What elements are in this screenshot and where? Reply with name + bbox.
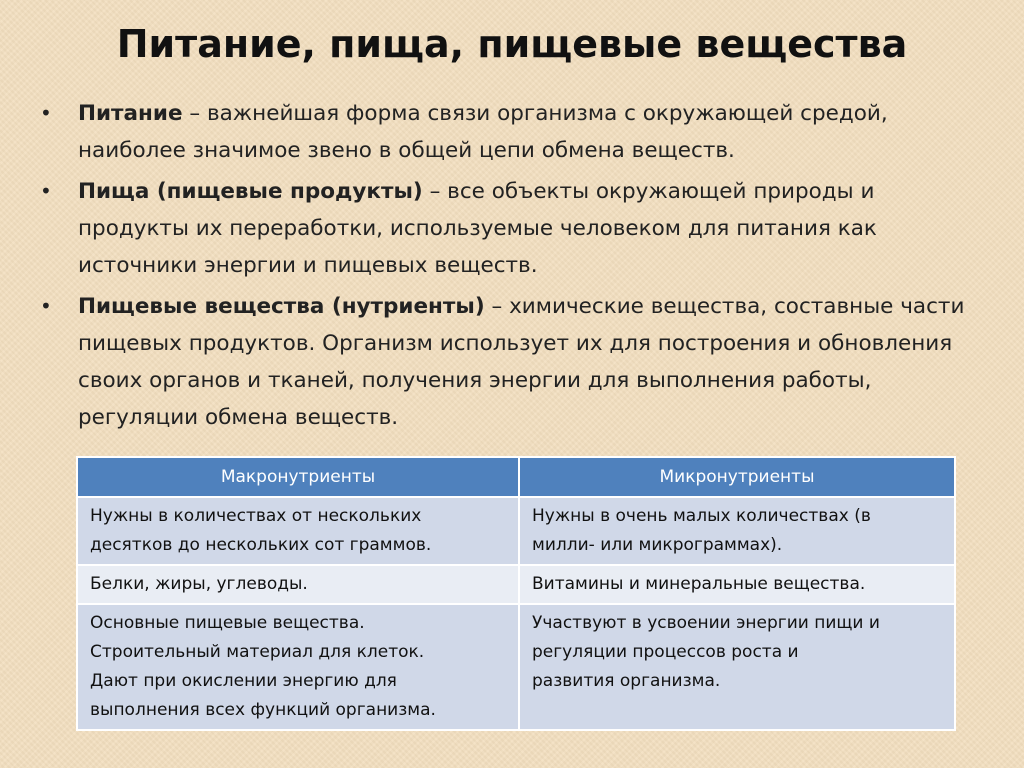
table-cell-micro <box>519 604 955 730</box>
table-row <box>77 604 955 730</box>
cell-line: Строительный материал для клеток. <box>90 642 425 662</box>
bullet-term: Пища (пищевые продукты) <box>78 179 423 204</box>
cell-line: Основные пищевые вещества. <box>90 613 365 633</box>
cell-line: Участвуют в усвоении энергии пищи и <box>532 613 880 633</box>
bullet-text: – важнейшая форма связи организма с окружающей средой, наиболее значимое звено в общей цепи обмена веществ. <box>78 101 888 163</box>
bullet-text: – химические вещества, составные части пищевых продуктов. Организм использует их для построения и обновления своих органов и тканей, получения энергии для выполнения работы, регуляции обмена веществ. <box>78 294 965 430</box>
bullet-text: – все объекты окружающей природы и продукты их переработки, используемые человеком для питания как источники энергии и пищевых веществ. <box>78 179 877 278</box>
slide-title: Питание, пища, пищевые вещества <box>116 22 908 66</box>
table-row <box>77 565 955 604</box>
cell-line: развития организма. <box>532 671 721 691</box>
header-macronutrients: Макронутриенты <box>77 457 519 497</box>
bullet-item <box>38 95 978 169</box>
cell-line: Нужны в очень малых количествах (в <box>532 506 871 526</box>
bullet-list <box>38 95 978 440</box>
cell-line: выполнения всех функций организма. <box>90 700 436 720</box>
table-cell-macro <box>77 497 519 565</box>
table-cell-macro <box>77 604 519 730</box>
bullet-term: Питание <box>78 101 183 126</box>
cell-line: регуляции процессов роста и <box>532 642 799 662</box>
cell-line: милли- или микрограммах). <box>532 535 783 555</box>
cell-line: Нужны в количествах от нескольких <box>90 506 422 526</box>
bullet-item <box>38 173 978 284</box>
bullet-term: Пищевые вещества (нутриенты) <box>78 294 485 319</box>
cell-line: Дают при окислении энергию для <box>90 671 397 691</box>
cell-line: десятков до нескольких сот граммов. <box>90 535 432 555</box>
bullet-dot-icon: • <box>40 294 52 318</box>
nutrients-table <box>76 456 956 731</box>
cell-line: Витамины и минеральные вещества. <box>532 574 866 594</box>
table-cell-macro <box>77 565 519 604</box>
table-header-row <box>77 457 955 497</box>
bullet-dot-icon: • <box>40 101 52 125</box>
table-cell-micro <box>519 497 955 565</box>
header-micronutrients: Микронутриенты <box>519 457 955 497</box>
bullet-dot-icon: • <box>40 179 52 203</box>
bullet-item <box>38 288 978 436</box>
table-cell-micro <box>519 565 955 604</box>
cell-line: Белки, жиры, углеводы. <box>90 574 308 594</box>
table-row <box>77 497 955 565</box>
